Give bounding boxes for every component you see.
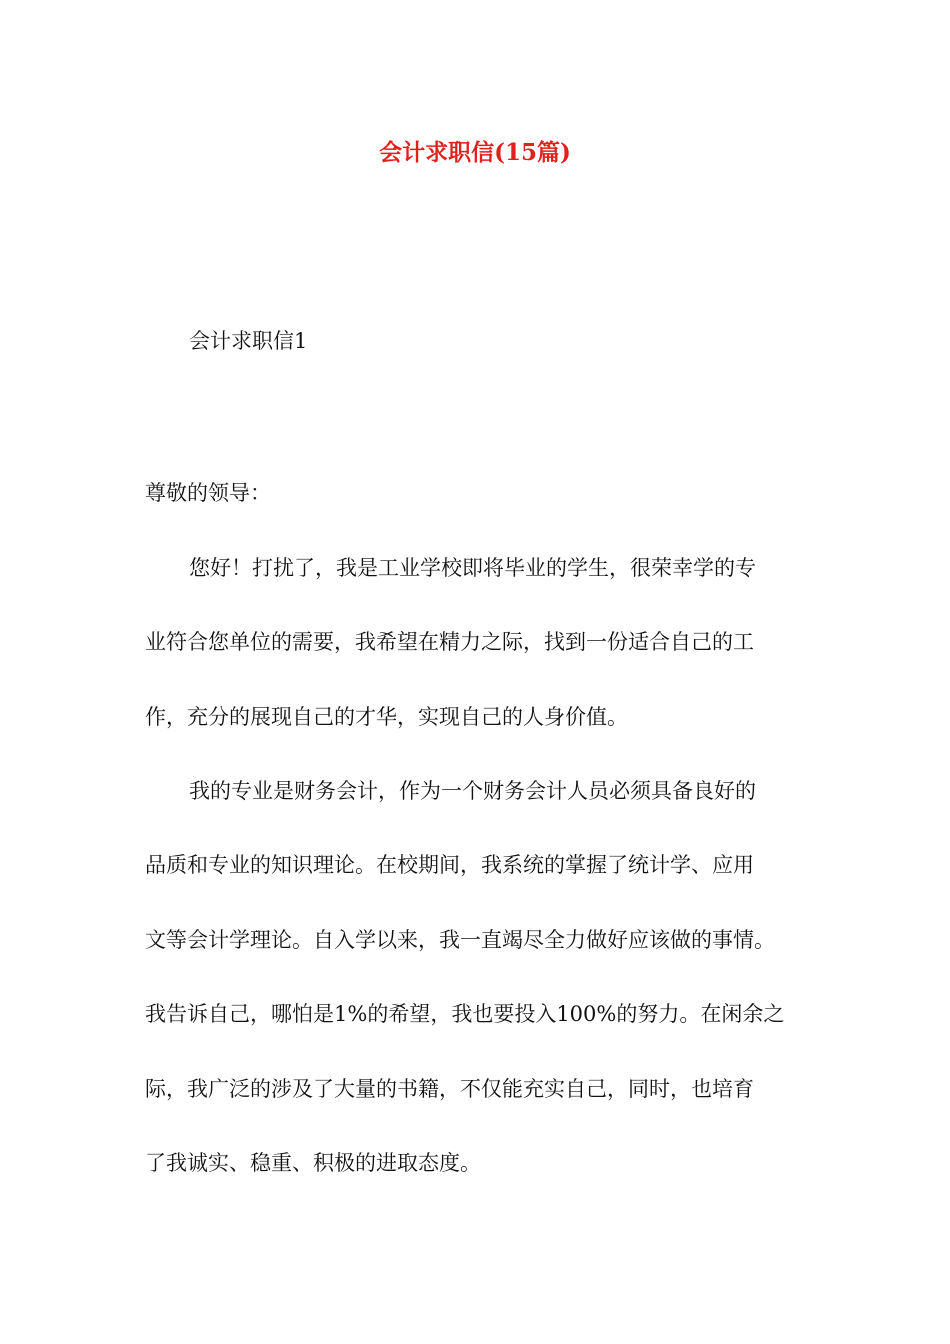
salutation: 尊敬的领导：: [145, 481, 271, 505]
paragraph1-line: 您好！打扰了，我是工业学校即将毕业的学生，很荣幸学的专: [189, 556, 756, 580]
paragraph2-line: 了我诚实、稳重、积极的进取态度。: [145, 1151, 481, 1175]
paragraph2-line: 品质和专业的知识理论。在校期间，我系统的掌握了统计学、应用: [145, 853, 754, 877]
paragraph1-line: 作，充分的展现自己的才华，实现自己的人身价值。: [145, 705, 628, 729]
paragraph1-line: 业符合您单位的需要，我希望在精力之际，找到一份适合自己的工: [145, 630, 754, 654]
paragraph2-line: 我告诉自己，哪怕是1%的希望，我也要投入100%的努力。在闲余之: [145, 1002, 785, 1026]
paragraph2-line: 我的专业是财务会计，作为一个财务会计人员必须具备良好的: [189, 779, 756, 803]
paragraph2-line: 际，我广泛的涉及了大量的书籍，不仅能充实自己，同时，也培育: [145, 1077, 754, 1101]
document-title: 会计求职信(15篇): [379, 139, 571, 166]
paragraph2-line: 文等会计学理论。自入学以来，我一直竭尽全力做好应该做的事情。: [145, 928, 775, 952]
section-heading: 会计求职信1: [189, 329, 308, 353]
